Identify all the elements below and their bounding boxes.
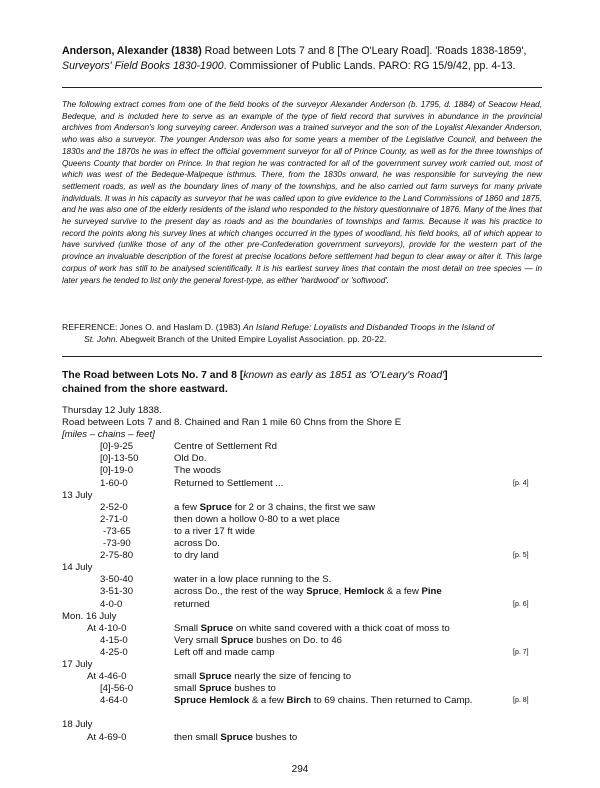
log-distance: At 4-10-0 [87,622,127,634]
page-number: 294 [291,764,309,775]
log-date: [miles – chains – feet] [62,429,155,441]
log-distance: 4-64-0 [100,695,128,707]
log-line [62,671,552,683]
reference-line-2 [62,334,542,346]
log-observation: The woods [174,465,221,477]
log-observation: small Spruce nearly the size of fencing to [174,671,352,683]
log-line [62,586,552,598]
log-line [62,478,552,490]
log-date: Thursday 12 July 1838. [62,405,162,416]
log-line [62,538,552,550]
log-date: 17 July [62,658,93,670]
citation-archive: . Commissioner of Public Lands. PARO: RG 15/9/42, pp. 4-13. [223,60,516,72]
log-observation: Left off and made camp [174,646,275,658]
log-line [62,647,552,659]
log-observation: across Do. [174,538,220,550]
log-page-ref: [p. 6] [513,600,529,608]
log-distance: [0]-19-0 [100,465,134,477]
log-observation: Centre of Settlement Rd [174,441,277,453]
reference-title: An Island Refuge: Loyalists and Disbanded Troops in the Island of [243,322,495,332]
log-line [62,490,552,502]
reference-title-end: St. John [84,333,116,344]
log-line [62,405,552,417]
citation-header [62,44,552,74]
log-line [62,465,552,477]
log-distance: 3-50-40 [100,574,134,586]
log-line [62,550,552,562]
log-line [62,562,552,574]
log-line [62,429,552,441]
intro-paragraph: The following extract comes from one of the field books of the surveyor Alexander Anderson (b. 1795, d. 1884) of Seacow Head, Bedeque, and is included here to serve as an example of the type of field record that survives in abundance in the provincial archives from Anderson's long surveying career. Anderson was a trained surveyor and the son of the Loyalist Alexander Anderson, who was also a surveyor. The younger Anderson was also for some years a member of the Legislative Council, and between the 1830s and the 1870s he was in effect the official government surveyor for all of Prince County, as well as for the three townships of Queens County that border on Prince. In that region he was contracted for all of the government survey work carried out, most of which was west of the Bedeque-Malpeque isthmus. There, from the 1830s onward, he was responsible for surveying the new settlement roads, as well as the boundary lines of many of the townships, and he also carried out farm surveys for many private individuals. It was in his capacity as surveyor that he was called upon to give evidence to the Land Commissions of 1860 and 1875, and he was also one of the elderly residents of the island who responded to the history questionnaire of 1876. Many of the lines that he surveyed survive to the present day as roads and as the boundaries of townships and farms. Because it was his practice to record the points along his survey lines at which changes occurred in the types of woodland, his field books, all of which appear to have survived (unlike those of any of the other pre-Confederation government surveyors), provide for the western part of the province an invaluable description of the forest at precise locations before settlement had begun to clear away or alter it. This large corpus of work has still to be analysed scientifically. It is his earliest survey lines that contain the most detail on tree species — in later years he tended to list only the general forest-type, as either 'hardwood' or 'softwood'. [62,100,542,285]
log-distance: -73-90 [103,538,131,550]
log-distance: 2-52-0 [100,501,128,513]
top-divider [62,87,542,88]
log-date: Road between Lots 7 and 8. Chained and Ran 1 mile 60 Chns from the Shore E [62,417,402,429]
log-observation: Old Do. [174,453,207,465]
log-distance: [0]-13-50 [100,453,139,465]
log-distance: [0]-9-25 [100,441,134,453]
log-distance: 4-15-0 [100,634,128,646]
log-distance: 3-51-30 [100,586,134,598]
log-line [62,683,552,695]
log-distance: 1-60-0 [100,477,128,489]
log-line [62,623,552,635]
log-observation: across Do., the rest of the way Spruce, Hemlock & a few Pine [174,586,442,598]
log-observation: small Spruce bushes to [174,683,276,695]
log-page-ref: [p. 8] [513,697,529,705]
log-observation: Spruce Hemlock & a few Birch to 69 chains. Then returned to Camp. [174,695,473,707]
log-observation: Small Spruce on white sand covered with a thick coat of moss to [174,622,450,634]
log-distance: 4-25-0 [100,646,128,658]
section-title: The Road between Lots No. 7 and 8 [known as early as 1851 as 'O'Leary's Road'] chained from the shore eastward. [62,370,448,395]
log-page-ref: [p. 7] [513,648,529,656]
log-date: 18 July [62,719,93,731]
log-distance: At 4-46-0 [87,671,127,683]
log-line [62,574,552,586]
log-line [62,441,552,453]
log-line [62,417,552,429]
log-page-ref: [p. 4] [513,479,529,487]
reference-prefix: REFERENCE: Jones O. and Haslam D. (1983) [62,322,244,332]
log-observation: water in a low place running to the S. [174,574,332,586]
log-distance: 4-0-0 [100,598,123,610]
log-observation: to dry land [174,550,219,562]
log-distance: 2-75-80 [100,550,134,562]
log-line [62,599,552,611]
log-line [62,659,552,671]
log-observation: then down a hollow 0-80 to a wet place [174,513,340,525]
log-line [62,453,552,465]
citation-source: Surveyors' Field Books 1830-1900 [62,60,224,72]
log-line [62,695,552,707]
log-distance: [4]-56-0 [100,683,134,695]
log-date: 14 July [62,562,93,574]
log-observation: to a river 17 ft wide [174,525,256,537]
log-distance: At 4-69-0 [87,731,127,743]
citation-text: Road between Lots 7 and 8 [The O'Leary Road]. 'Roads 1838-1859', [201,45,527,57]
log-line [62,732,552,744]
reference-publisher: . Abegweit Branch of the United Empire Loyalist Association. pp. 20-22. [115,333,387,344]
reference [62,322,542,345]
log-page-ref: [p. 5] [513,552,529,560]
middle-divider [62,356,542,357]
log-line [62,514,552,526]
log-date: Mon. 16 July [62,610,117,622]
log-line [62,719,552,731]
field-log [62,405,552,744]
section-title-note: known as early as 1851 as 'O'Leary's Road' [243,370,445,381]
log-observation: returned [174,598,210,610]
log-line [62,611,552,623]
log-line [62,526,552,538]
log-line [62,635,552,647]
log-date: 13 July [62,489,93,501]
log-distance: 2-71-0 [100,513,128,525]
log-line [62,502,552,514]
log-observation: Very small Spruce bushes on Do. to 46 [174,634,342,646]
log-observation: then small Spruce bushes to [174,731,298,743]
citation-author: Anderson, Alexander (1838) [62,45,202,57]
log-line [62,707,552,719]
log-observation: a few Spruce for 2 or 3 chains, the first we saw [174,501,376,513]
log-observation: Returned to Settlement ... [174,477,284,489]
log-distance: -73-65 [103,525,131,537]
section-subtitle: chained from the shore eastward. [62,383,228,395]
